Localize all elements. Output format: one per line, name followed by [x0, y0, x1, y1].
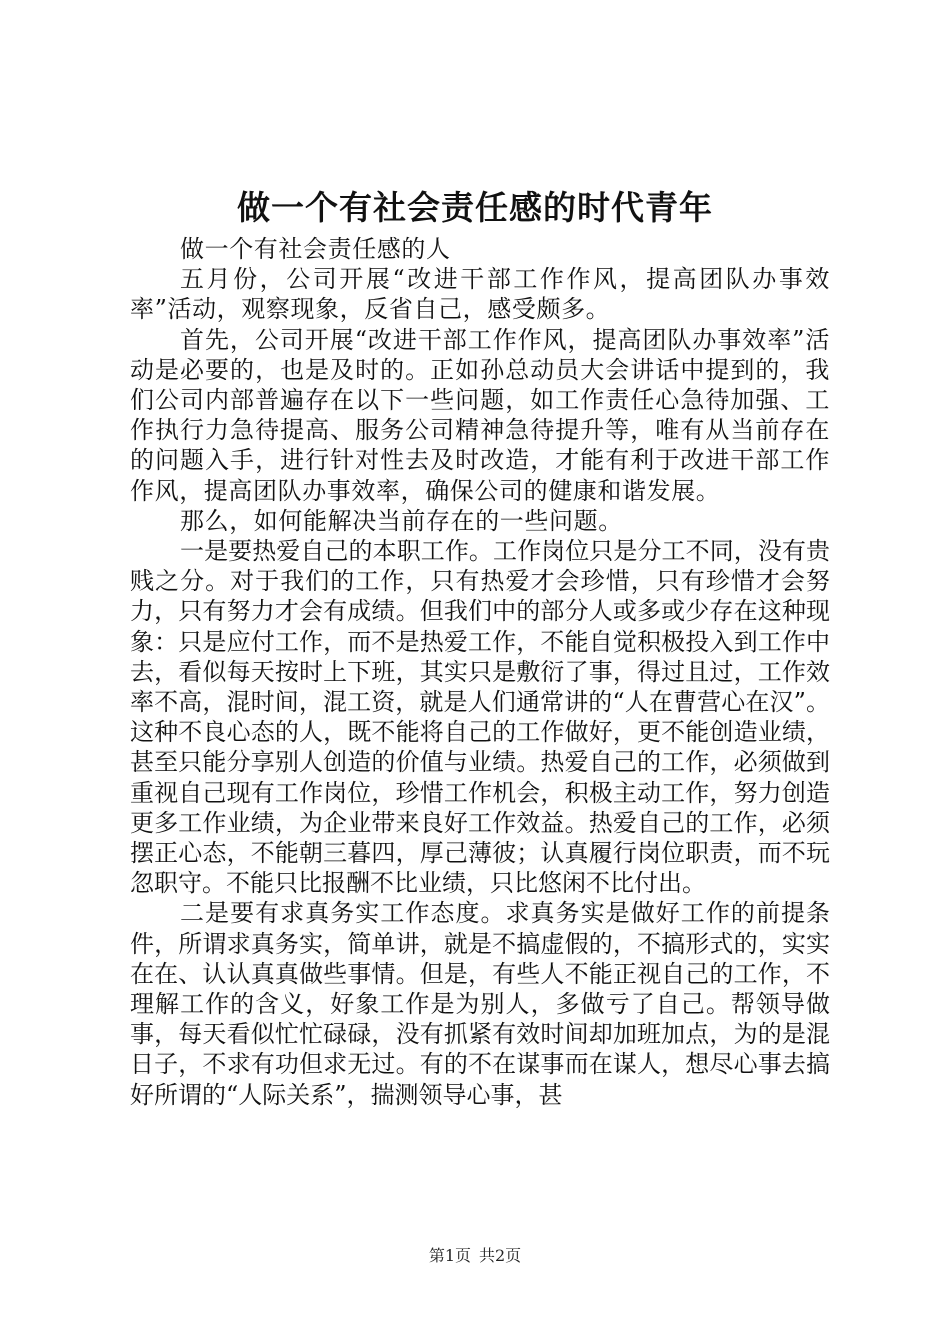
paragraph-question: 那么，如何能解决当前存在的一些问题。 [180, 506, 623, 535]
paragraph-point-one: 一是要热爱自己的本职工作。工作岗位只是分工不同，没有贵贱之分。对于我们的工作，只有热爱才会珍惜，只有珍惜才会努力，只有努力才会有成绩。但我们中的部分人或多或少存在这种现象：只是应付工作，而不是热爱工作，不能自觉积极投入到工作中去，看似每天按时上下班，其实只是敷衍了事，得过且过，工作效率不高，混时间，混工资，就是人们通常讲的“人在曹营心在汉”。这种不良心态的人，既不能将自己的工作做好，更不能创造业绩，甚至只能分享别人创造的价值与业绩。热爱自己的工作，必须做到重视自己现有工作岗位，珍惜工作机会，积极主动工作，努力创造更多工作业绩，为企业带来良好工作效益。热爱自己的工作，必须摆正心态，不能朝三暮四，厚己薄彼；认真履行岗位职责，而不玩忽职守。不能只比报酬不比业绩，只比悠闲不比付出。 [130, 537, 830, 898]
page-number: 第1页 [428, 1246, 471, 1265]
document-body [130, 234, 830, 1110]
paragraph-point-two: 二是要有求真务实工作态度。求真务实是做好工作的前提条件，所谓求真务实，简单讲，就是不搞虚假的，不搞形式的，实实在在、认认真真做些事情。但是，有些人不能正视自己的工作，不理解工作的含义，好象工作是为别人，多做亏了自己。帮领导做事，每天看似忙忙碌碌，没有抓紧有效时间却加班加点，为的是混日子，不求有功但求无过。有的不在谋事而在谋人，想尽心事去搞好所谓的“人际关系”，揣测领导心事，甚 [130, 899, 830, 1109]
paragraph-intro: 五月份，公司开展“改进干部工作作风，提高团队办事效率”活动，观察现象，反省自己，感受颇多。 [130, 265, 830, 324]
page-footer [0, 1246, 950, 1266]
page-total: 共2页 [479, 1246, 522, 1265]
paragraph-subtitle: 做一个有社会责任感的人 [180, 235, 451, 263]
document-title: 做一个有社会责任感的时代青年 [237, 188, 713, 227]
paragraph-first: 首先，公司开展“改进干部工作作风，提高团队办事效率”活动是必要的，也是及时的。正如孙总动员大会讲话中提到的，我们公司内部普遍存在以下一些问题，如工作责任心急待加强、工作执行力急待提高、服务公司精神急待提升等，唯有从当前存在的问题入手，进行针对性去及时改造，才能有利于改进干部工作作风，提高团队办事效率，确保公司的健康和谐发展。 [130, 325, 830, 505]
